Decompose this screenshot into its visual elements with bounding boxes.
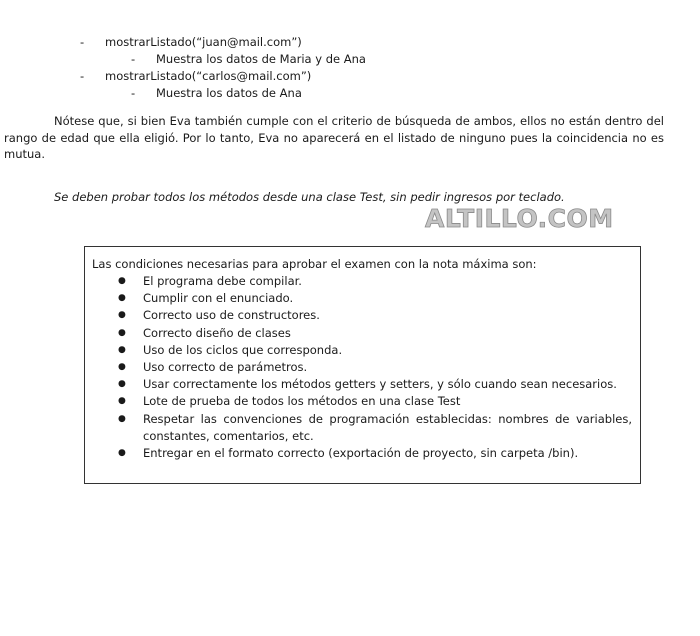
call-carlos: mostrarListado(“carlos@mail.com”) [105,69,312,83]
bullet-icon: ● [118,413,126,424]
condition-text: Cumplir con el enunciado. [143,291,294,306]
list-dash: - [80,35,85,49]
result-carlos: Muestra los datos de Ana [156,86,302,100]
test-instruction: Se deben probar todos los métodos desde una clase Test, sin pedir ingresos por teclado. [54,190,565,204]
condition-text: Entregar en el formato correcto (exportación de proyecto, sin carpeta /bin). [143,446,579,461]
list-item [85,359,640,376]
list-dash: - [80,69,85,83]
list-item [85,290,640,307]
bullet-icon: ● [118,327,126,338]
bullet-icon: ● [118,276,126,286]
bullet-icon: ● [118,344,126,355]
list-dash: - [131,52,136,66]
call-juan: mostrarListado(“juan@mail.com”) [105,35,302,49]
list-item [85,411,640,445]
bullet-icon: ● [118,310,126,321]
list-item [85,325,640,342]
list-item [85,445,640,462]
bullet-icon: ● [118,362,126,373]
list-item [85,307,640,324]
bullet-icon: ● [118,396,126,407]
conditions-intro: Las condiciones necesarias para aprobar el examen con la nota máxima son: [92,257,537,271]
list-dash: - [131,86,136,100]
conditions-list [85,273,640,462]
bullet-icon: ● [118,448,126,459]
condition-text: Respetar las convenciones de programación establecidas: nombres de variables, constantes, comentarios, etc. [143,411,632,443]
note-paragraph [4,113,664,163]
condition-text: Uso correcto de parámetros. [143,360,308,375]
condition-text: Lote de prueba de todos los métodos en una clase Test [143,394,461,409]
condition-text: El programa debe compilar. [143,274,302,288]
note-paragraph-text: Nótese que, si bien Eva también cumple con el criterio de búsqueda de ambos, ellos no están dentro del rango de edad que ella eligió. Por lo tanto, Eva no aparecerá en el listado de ninguno pues la coincidencia no es mutua. [4,114,664,161]
list-item [85,273,640,290]
condition-text: Correcto diseño de clases [143,325,291,340]
bullet-icon: ● [118,379,126,390]
condition-text: Correcto uso de constructores. [143,308,320,323]
list-item [85,376,640,393]
list-item [85,342,640,359]
conditions-box [84,246,641,484]
condition-text: Uso de los ciclos que corresponda. [143,342,343,357]
watermark-logo: ALTILLO.COM [425,204,614,233]
list-item [85,393,640,410]
bullet-icon: ● [118,293,126,304]
result-juan: Muestra los datos de Maria y de Ana [156,52,366,66]
condition-text: Usar correctamente los métodos getters y setters, y sólo cuando sean necesarios. [143,377,617,392]
